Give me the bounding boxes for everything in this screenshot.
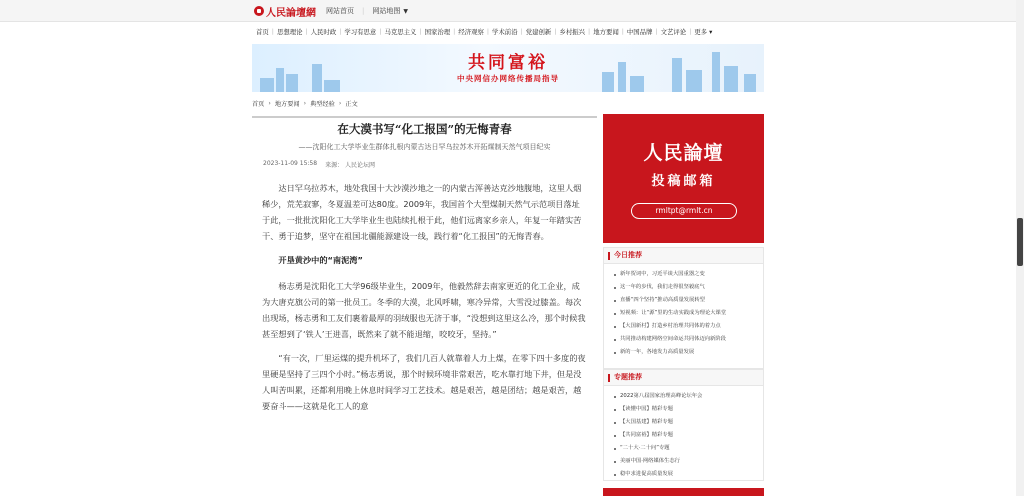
nav-item-governance[interactable]: 国家治理 (424, 27, 451, 36)
article-top-rule (252, 116, 597, 118)
list-item[interactable]: 【共同富裕】精彩专题 (614, 429, 763, 442)
site-logo[interactable] (254, 4, 316, 19)
nav-item-marxism[interactable]: 马克思主义 (384, 27, 417, 36)
mailbox-brand: 人民論壇 (643, 142, 724, 164)
special-heading: 专题推荐 (604, 370, 763, 386)
nav-item-study[interactable]: 学习有思意 (344, 27, 377, 36)
nav-divider: | (588, 27, 591, 35)
nav-divider: | (305, 27, 308, 35)
more-label: 更多 (694, 27, 708, 36)
nav-divider: | (689, 27, 692, 35)
nav-divider: | (655, 27, 658, 35)
seal-icon (254, 6, 264, 16)
article-subtitle: ——沈阳化工大学毕业生群体扎根内蒙古达日罕乌拉苏木开拓煤制天然气项目纪实 (298, 143, 551, 151)
list-item[interactable]: 共同推动构建网络空间命运共同体迈向新阶段 (614, 333, 763, 346)
sitemap-link[interactable] (372, 6, 408, 16)
nav-item-theory[interactable]: 思想理论 (276, 27, 303, 36)
sitemap-label: 网站地图 (372, 7, 401, 15)
nav-item-more[interactable] (691, 27, 715, 36)
list-item[interactable]: 【读懂中国】精彩专题 (614, 403, 763, 416)
home-link[interactable]: 网站首页 (326, 7, 354, 15)
nav-item-home[interactable]: 首页 (256, 27, 269, 36)
today-recommend-panel (603, 247, 764, 369)
nav-item-academic[interactable]: 学术前沿 (492, 27, 518, 36)
article-title: 在大漠书写“化工报国”的无悔青春 (337, 122, 512, 136)
nav-divider: | (339, 27, 342, 35)
nav-item-politics[interactable]: 人民时政 (310, 27, 337, 36)
nav-divider: | (520, 27, 523, 35)
nav-item-arts[interactable]: 文艺评论 (660, 27, 687, 36)
article-paragraph: 杨志勇是沈阳化工大学96级毕业生，2009年，他毅然辞去南家更近的化工企业，成为大唐克旗公司的第一批员工。冬季的大漠，北风呼啸，寒冷异常，大雪没过膝盖。每次出现场，杨志勇和工友们裹着最厚的羽绒服也无济于事，“没想到这里这么冷，那个时候我甚至想到了‘铁人’王进喜，既然来了就不能退缩，咬咬牙，坚持。” (262, 281, 586, 339)
article-body (262, 180, 586, 422)
next-panel-banner[interactable] (603, 488, 764, 496)
divider: | (362, 7, 365, 15)
nav-item-local[interactable]: 地方要闻 (593, 27, 619, 36)
list-item[interactable]: 【大国基建】精彩专题 (614, 416, 763, 429)
banner-subtitle: 中央网信办网络传播局指导 (457, 74, 559, 83)
chevron-right-icon: › (303, 100, 307, 107)
article-paragraph: 达日罕乌拉苏木，地处我国十大沙漠沙地之一的内蒙古浑善达克沙地腹地，这里人烟稀少，荒芜寂寥，冬夏温差可达80度。2009年，我国首个大型煤制天然气示范项目落址于此，一批批沈阳化工大学毕业生也陆续扎根于此，他们远离家乡亲人，年复一年踏实苦干、勇于追梦，坚守在祖国北疆能源建设一线，践行着“化工报国”的无悔青春。 (262, 183, 582, 241)
nav-divider: | (554, 27, 557, 35)
breadcrumb-current: 正文 (345, 101, 358, 108)
list-item[interactable]: 新的一年，各地发力高质量发展 (614, 346, 763, 359)
banner-title: 共同富裕 (468, 53, 548, 73)
submission-mailbox-banner[interactable] (603, 114, 764, 243)
nav-divider: | (419, 27, 422, 35)
nav-divider: | (621, 27, 624, 35)
list-item[interactable]: 美丽中国·网络媒体生态行 (614, 455, 763, 468)
today-heading: 今日推荐 (604, 248, 763, 264)
nav-divider: | (379, 27, 382, 35)
list-item[interactable]: 【大国新村】打造乡村治理共同体的着力点 (614, 320, 763, 333)
article-source: 来源： 人民论坛网 (325, 162, 375, 169)
nav-divider: | (453, 27, 456, 35)
list-item[interactable]: 2022第八届国家治理高峰论坛年会 (614, 390, 763, 403)
breadcrumb-category[interactable]: 典型经验 (310, 101, 335, 108)
chevron-right-icon: › (338, 100, 342, 107)
nav-item-party[interactable]: 党建创新 (525, 27, 552, 36)
nav-item-economy[interactable]: 经济观察 (458, 27, 484, 36)
nav-divider: | (271, 27, 274, 35)
logo-text: 人民論壇網 (266, 7, 316, 19)
main-nav (253, 24, 763, 38)
list-item[interactable]: 短视频：让“源”里的生动实践成为理论大课堂 (614, 307, 763, 320)
top-bar (0, 0, 1024, 22)
list-item[interactable]: 新年贺词中，习近平谈大国重器之变 (614, 268, 763, 281)
mailbox-email: rmltpt@rmlt.cn (631, 203, 737, 219)
common-prosperity-banner[interactable] (252, 44, 764, 92)
list-item[interactable]: 这一年的步伐，我们走得很坚毅底气 (614, 281, 763, 294)
list-item[interactable]: “二十大·二十问”专题 (614, 442, 763, 455)
article-date: 2023-11-09 15:58 (263, 160, 318, 167)
caret-down-icon: ▼ (403, 8, 408, 15)
list-item[interactable]: 直播“四个坚持”推动高质量发展转型 (614, 294, 763, 307)
special-recommend-panel (603, 369, 764, 481)
chevron-right-icon: › (268, 100, 271, 107)
article-meta (263, 160, 375, 169)
caret-down-icon: ▾ (709, 27, 713, 36)
scrollbar-thumb[interactable] (1017, 218, 1023, 266)
page-scrollbar[interactable] (1016, 0, 1024, 496)
nav-divider: | (486, 27, 490, 35)
breadcrumb-home[interactable]: 首页 (252, 101, 265, 108)
breadcrumb (252, 99, 358, 108)
article-paragraph: “有一次，厂里运煤的提升机坏了，我们几百人就靠着人力上煤，在零下四十多度的夜里硬是坚持了三四个小时。”杨志勇说，那个时候环境非常艰苦，吃水靠打地下井，但是没人叫苦叫累，还都利用晚上休息时间学习工艺技术。越是艰苦，越是团结；越是艰苦，越要奋斗——这就是化工人的意 (262, 353, 586, 411)
mailbox-title: 投稿邮箱 (651, 174, 716, 189)
breadcrumb-local[interactable]: 地方要闻 (274, 101, 300, 108)
nav-item-brand[interactable]: 中国品牌 (626, 27, 653, 36)
article-section-heading: 开垦黄沙中的“南泥湾” (278, 255, 363, 265)
list-item[interactable]: 稳中求进促高质量发展 (614, 468, 763, 481)
nav-item-rural[interactable]: 乡村振兴 (559, 27, 586, 36)
